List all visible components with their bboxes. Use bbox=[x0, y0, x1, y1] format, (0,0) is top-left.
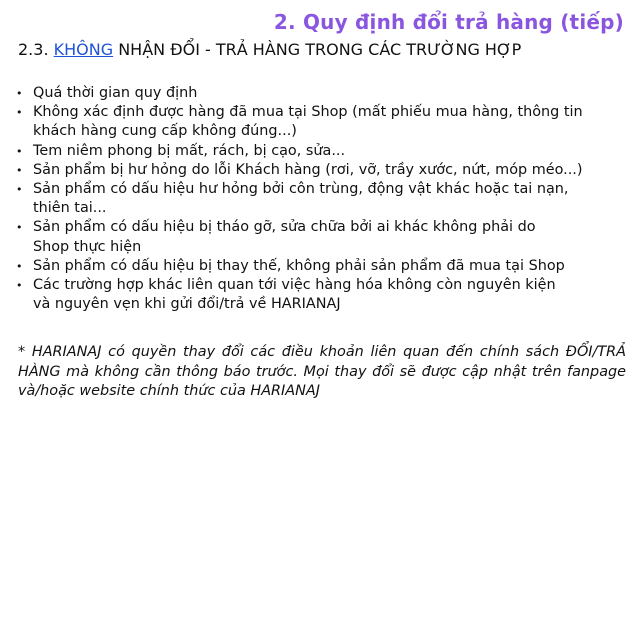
section-keyword: KHÔNG bbox=[53, 40, 114, 59]
condition-line: và nguyên vẹn khi gửi đổi/trả về HARIANAJ bbox=[33, 296, 341, 313]
bullet-icon: • bbox=[16, 221, 23, 235]
page-title: 2. Quy định đổi trả hàng (tiếp) bbox=[273, 10, 624, 34]
condition-line: Shop thực hiện bbox=[33, 238, 142, 255]
condition-item bbox=[14, 276, 624, 314]
condition-item bbox=[14, 142, 624, 161]
condition-line: thiên tai... bbox=[33, 200, 107, 217]
condition-item bbox=[14, 84, 624, 103]
section-heading bbox=[18, 40, 521, 59]
policy-note: * HARIANAJ có quyền thay đổi các điều khoản liên quan đến chính sách ĐỔI/TRẢ HÀNG mà không cần thông báo trước. Mọi thay đổi sẽ được cập nhật trên fanpage và/hoặc website chính thức của HARIANAJ bbox=[18, 344, 626, 399]
section-number: 2.3. bbox=[18, 40, 49, 59]
condition-line: Sản phẩm có dấu hiệu bị tháo gỡ, sửa chữa bởi ai khác không phải do bbox=[33, 219, 536, 236]
condition-line: Không xác định được hàng đã mua tại Shop (mất phiếu mua hàng, thông tin bbox=[33, 104, 583, 121]
condition-line: Sản phẩm có dấu hiệu hư hỏng bởi côn trùng, động vật khác hoặc tai nạn, bbox=[33, 181, 569, 198]
condition-line: Quá thời gian quy định bbox=[33, 85, 198, 101]
bullet-icon: • bbox=[16, 279, 23, 293]
bullet-icon: • bbox=[16, 87, 23, 100]
condition-line: Các trường hợp khác liên quan tới việc hàng hóa không còn nguyên kiện bbox=[33, 277, 556, 294]
bullet-icon: • bbox=[16, 259, 23, 273]
condition-line: Tem niêm phong bị mất, rách, bị cạo, sửa... bbox=[33, 142, 346, 159]
bullet-icon: • bbox=[16, 106, 23, 120]
section-heading-text: NHẬN ĐỔI - TRẢ HÀNG TRONG CÁC TRƯỜNG HỢP bbox=[118, 40, 522, 59]
condition-item bbox=[14, 103, 624, 141]
conditions-list bbox=[14, 84, 624, 314]
condition-item bbox=[14, 257, 624, 276]
bullet-icon: • bbox=[16, 144, 23, 158]
condition-line: khách hàng cung cấp không đúng...) bbox=[33, 123, 297, 140]
bullet-icon: • bbox=[16, 163, 23, 177]
condition-line: Sản phẩm có dấu hiệu bị thay thế, không phải sản phẩm đã mua tại Shop bbox=[33, 257, 565, 274]
condition-line: Sản phẩm bị hư hỏng do lỗi Khách hàng (rơi, vỡ, trầy xước, nứt, móp méo...) bbox=[33, 161, 583, 178]
bullet-icon: • bbox=[16, 183, 23, 197]
condition-item bbox=[14, 180, 624, 218]
condition-item bbox=[14, 161, 624, 180]
condition-item bbox=[14, 218, 624, 256]
